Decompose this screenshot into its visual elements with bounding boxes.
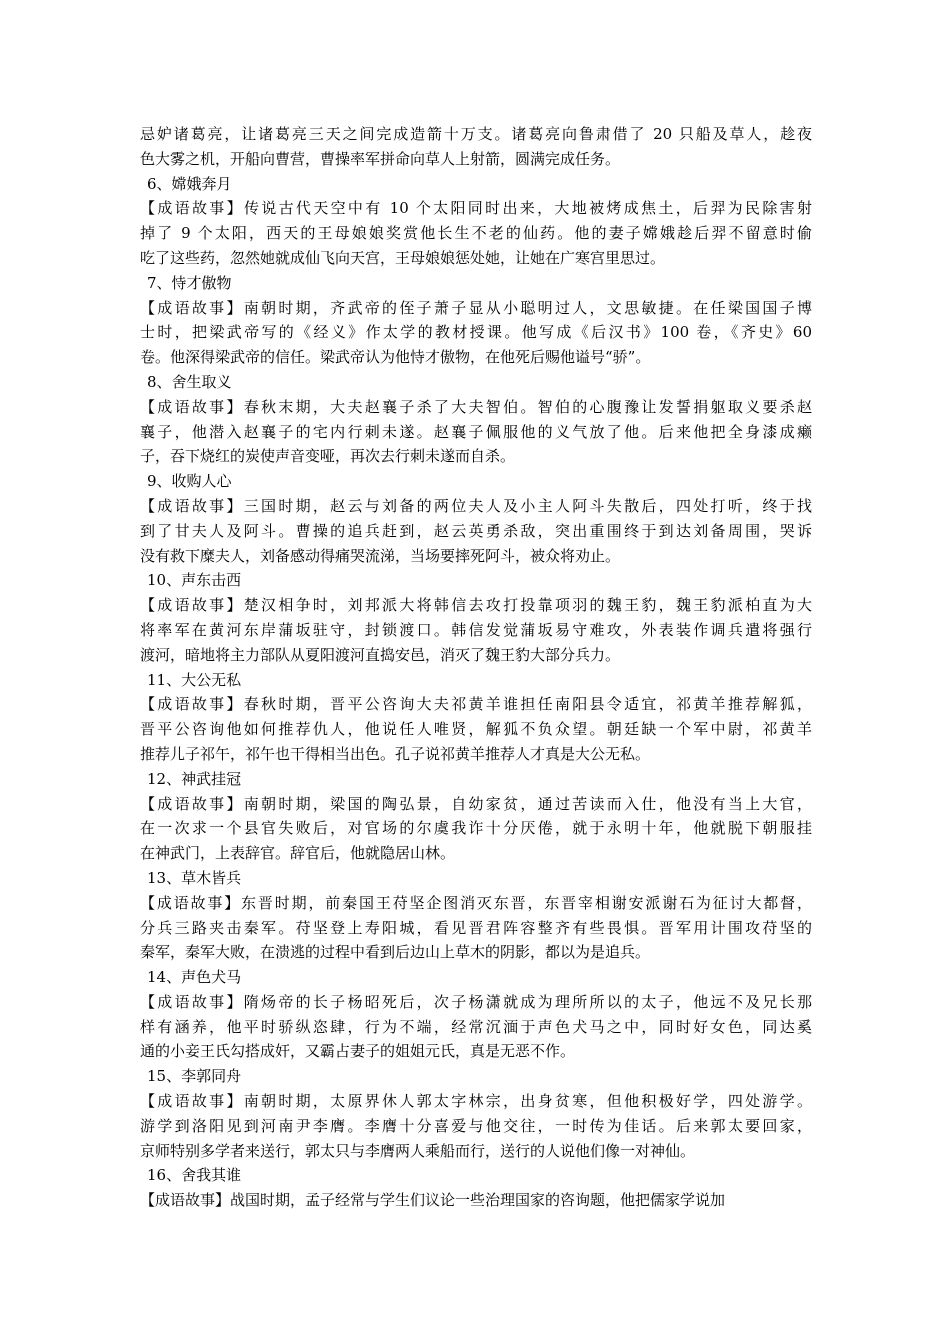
story-text-line: 【成语故事】南朝时期，齐武帝的侄子萧子显从小聪明过人，文思敏捷。在任梁国国子博 (140, 298, 812, 317)
idiom-heading: 13、草木皆兵 (147, 868, 242, 887)
story-text-line: 【成语故事】春秋时期，晋平公咨询大夫祁黄羊谁担任南阳县令适宜，祁黄羊推荐解狐， (140, 695, 812, 714)
idiom-heading: 7、恃才傲物 (147, 273, 232, 292)
idiom-heading: 6、嫦娥奔月 (147, 174, 232, 193)
story-text-line: 【成语故事】春秋末期，大夫赵襄子杀了大夫智伯。智伯的心腹豫让发誓捐躯取义要杀赵 (140, 397, 812, 416)
story-text-line: 【成语故事】战国时期，孟子经常与学生们议论一些治理国家的咨询题，他把儒家学说加 (140, 1191, 726, 1210)
story-text-line: 京师特别多学者来送行，郭太只与李膺两人乘船而行，送行的人说他们像一对神仙。 (140, 1141, 696, 1160)
idiom-heading: 12、神武挂冠 (147, 769, 242, 788)
story-text-line: 渡河，暗地将主力部队从夏阳渡河直捣安邑，消灭了魏王豹大部分兵力。 (140, 645, 621, 664)
story-text-line: 忌妒诸葛亮，让诸葛亮三天之间完成造箭十万支。诸葛亮向鲁肃借了 20 只船及草人，趁夜 (140, 125, 812, 143)
story-text-line: 卷。他深得梁武帝的信任。梁武帝认为他恃才傲物，在他死后赐他谥号“骄”。 (140, 348, 651, 367)
story-text-line: 到了甘夫人及阿斗。曹操的追兵赶到，赵云英勇杀敌，突出重围终于到达刘备周围，哭诉 (140, 521, 812, 540)
story-text-line: 【成语故事】东晋时期，前秦国王苻坚企图消灭东晋，东晋宰相谢安派谢石为征讨大都督， (140, 893, 812, 912)
story-text-line: 在神武门，上表辞官。辞官后，他就隐居山林。 (140, 844, 456, 863)
story-text-line: 色大雾之机，开船向曹营，曹操率军拼命向草人上射箭，圆满完成任务。 (140, 149, 621, 168)
idiom-heading: 15、李郭同舟 (147, 1067, 242, 1086)
idiom-heading: 16、舍我其谁 (147, 1166, 242, 1185)
idiom-heading: 14、声色犬马 (147, 968, 242, 987)
story-text-line: 没有救下糜夫人，刘备感动得痛哭流涕，当场要摔死阿斗，被众将劝止。 (140, 546, 621, 565)
story-text-line: 通的小妾王氏勾搭成奸，又霸占妻子的姐姐元氏，真是无恶不作。 (140, 1042, 576, 1061)
story-text-line: 在一次求一个县官失败后，对官场的尔虞我诈十分厌倦，就于永明十年，他就脱下朝服挂 (140, 819, 812, 838)
story-text-line: 【成语故事】南朝时期，梁国的陶弘景，自幼家贫，通过苦读而入仕，他没有当上大官， (140, 794, 812, 813)
story-text-line: 【成语故事】隋炀帝的长子杨昭死后，次子杨潇就成为理所所以的太子，他远不及兄长那 (140, 992, 812, 1011)
story-text-line: 【成语故事】三国时期，赵云与刘备的两位夫人及小主人阿斗失散后，四处打听，终于找 (140, 496, 812, 515)
story-text-line: 襄子，他潜入赵襄子的宅内行刺未遂。赵襄子佩服他的义气放了他。后来他把全身漆成癞 (140, 422, 812, 441)
story-text-line: 【成语故事】传说古代天空中有 10 个太阳同时出来，大地被烤成焦土，后羿为民除害射 (140, 199, 812, 218)
story-text-line: 士时，把梁武帝写的《经义》作太学的教材授课。他写成《后汉书》100 卷，《齐史》60 (140, 323, 812, 342)
idiom-heading: 8、舍生取义 (147, 372, 232, 391)
story-text-line: 推荐儿子祁午，祁午也干得相当出色。孔子说祁黄羊推荐人才真是大公无私。 (140, 744, 651, 763)
idiom-heading: 9、收购人心 (147, 472, 232, 491)
story-text-line: 掉了 9 个太阳，西天的王母娘娘奖赏他长生不老的仙药。他的妻子嫦娥趁后羿不留意时偷 (140, 224, 812, 243)
story-text-line: 样有涵养，他平时骄纵恣肆，行为不端，经常沉湎于声色犬马之中，同时好女色，同达奚 (140, 1017, 812, 1036)
document-page (140, 122, 812, 1213)
idiom-heading: 10、声东击西 (147, 571, 242, 590)
story-text-line: 秦军，秦军大败，在溃逃的过程中看到后边山上草木的阴影，都以为是追兵。 (140, 943, 651, 962)
story-text-line: 【成语故事】楚汉相争时，刘邦派大将韩信去攻打投靠项羽的魏王豹，魏王豹派柏直为大 (140, 596, 812, 615)
idiom-heading: 11、大公无私 (147, 670, 242, 689)
story-text-line: 【成语故事】南朝时期，太原界休人郭太字林宗，出身贫寒，但他积极好学，四处游学。 (140, 1092, 812, 1111)
story-text-line: 子，吞下烧红的炭使声音变哑，再次去行刺未遂而自杀。 (140, 447, 516, 466)
story-text-line: 将率军在黄河东岸蒲坂驻守，封锁渡口。韩信发觉蒲坂易守难攻，外表装作调兵遣将强行 (140, 620, 812, 639)
story-text-line: 游学到洛阳见到河南尹李膺。李膺十分喜爱与他交往，一时传为佳话。后来郭太要回家， (140, 1116, 812, 1135)
story-text-line: 分兵三路夹击秦军。苻坚登上寿阳城，看见晋君阵容整齐有些畏惧。晋军用计围攻苻坚的 (140, 918, 812, 937)
story-text-line: 晋平公咨询他如何推荐仇人，他说任人唯贤，解狐不负众望。朝廷缺一个军中尉，祁黄羊 (140, 720, 812, 739)
story-text-line: 吃了这些药，忽然她就成仙飞向天宫，王母娘娘惩处她，让她在广寒宫里思过。 (140, 248, 666, 267)
